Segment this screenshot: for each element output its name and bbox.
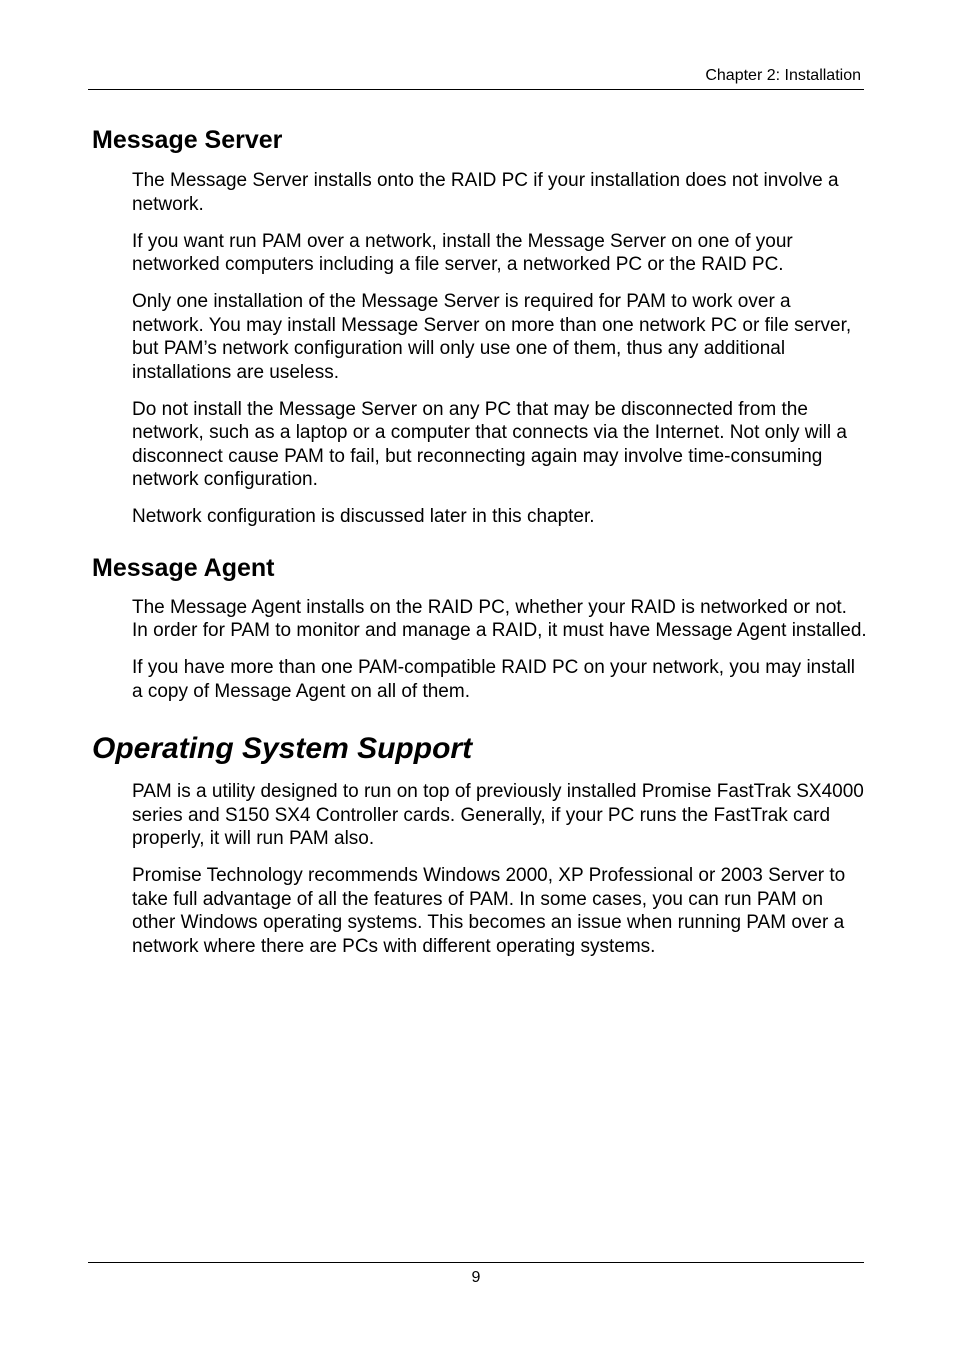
paragraph: Only one installation of the Message Server is required for PAM to work over a network. You may install Message Server on more than one network PC or file server, but PAM’s network configuration will only use one of them, thus any additional installations are useless. [132,291,852,383]
paragraph: PAM is a utility designed to run on top of previously installed Promise FastTrak SX4000 series and S150 SX4 Controller cards. Generally, if your PC runs the FastTrak card properly, it will run PAM also. [132,781,864,849]
paragraph: Promise Technology recommends Windows 2000, XP Professional or 2003 Server to take full advantage of all the features of PAM. In some cases, you can run PAM on other Windows operating systems. This becomes an issue when running PAM over a network where there are PCs with different operating systems. [132,865,846,957]
running-head: Chapter 2: Installation [705,67,861,84]
page-number: 9 [471,1269,481,1286]
paragraph: Do not install the Message Server on any PC that may be disconnected from the network, such as a laptop or a computer that connects via the Internet. Not only will a disconnect cause PAM to fail, but reconnecting again may involve time-consuming network configuration. [132,398,847,490]
page-header [88,64,864,90]
paragraph: The Message Agent installs on the RAID PC, whether your RAID is networked or not. In order for PAM to monitor and manage a RAID, it must have Message Agent installed. [132,596,867,641]
paragraph: Network configuration is discussed later in this chapter. [132,506,595,527]
paragraph: The Message Server installs onto the RAID PC if your installation does not involve a network. [132,170,839,215]
paragraph: If you want run PAM over a network, install the Message Server on one of your networked computers including a file server, a networked PC or the RAID PC. [132,230,793,275]
paragraph: If you have more than one PAM-compatible RAID PC on your network, you may install a copy of Message Agent on all of them. [132,657,856,702]
section-heading-message-agent: Message Agent [92,553,275,582]
section-heading-message-server: Message Server [92,126,283,154]
page-content [92,121,867,972]
page-footer [88,1262,864,1287]
section-heading-operating-system-support: Operating System Support [92,732,473,765]
